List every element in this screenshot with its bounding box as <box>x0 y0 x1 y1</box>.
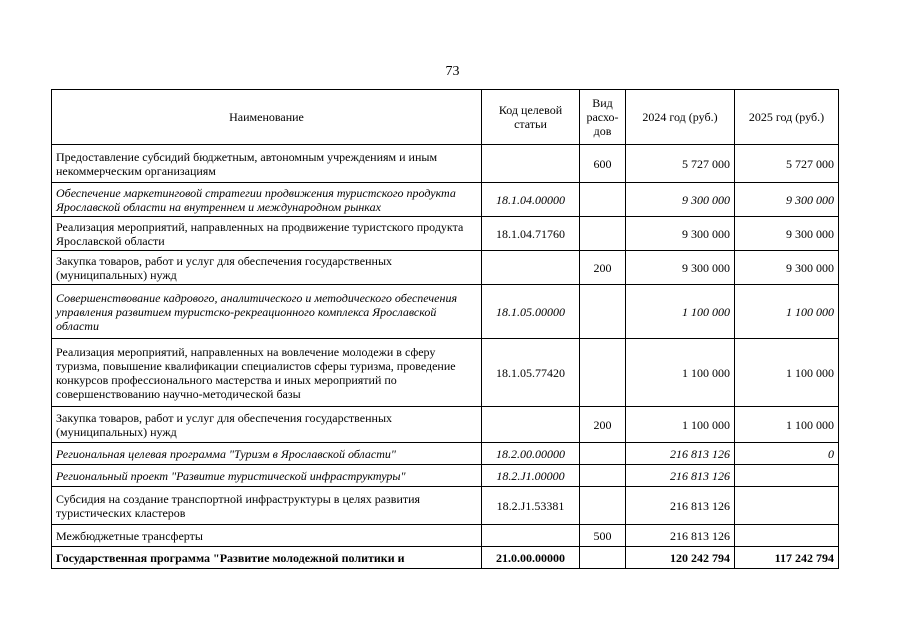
row-2025-cell: 1 100 000 <box>735 285 839 339</box>
row-kind-cell <box>580 217 626 251</box>
page-number: 73 <box>445 64 460 79</box>
row-code-cell: 18.1.05.00000 <box>482 285 580 339</box>
row-code-cell: 18.2.J1.53381 <box>482 487 580 525</box>
table-row <box>52 525 839 547</box>
row-code-cell <box>482 251 580 285</box>
row-kind-cell: 500 <box>580 525 626 547</box>
row-2025-cell: 1 100 000 <box>735 339 839 407</box>
row-2024-cell: 216 813 126 <box>626 487 735 525</box>
row-name-cell: Государственная программа "Развитие молодежной политики и <box>52 547 482 569</box>
row-2025-cell: 117 242 794 <box>735 547 839 569</box>
table-row <box>52 407 839 443</box>
table-row <box>52 251 839 285</box>
row-2025-cell: 9 300 000 <box>735 251 839 285</box>
row-name-cell: Предоставление субсидий бюджетным, автономным учреждениям и иным некоммерческим организациям <box>52 145 482 183</box>
row-2024-cell: 1 100 000 <box>626 339 735 407</box>
row-name-cell: Закупка товаров, работ и услуг для обеспечения государственных (муниципальных) нужд <box>52 251 482 285</box>
table-row <box>52 487 839 525</box>
header-kind: Вид расхо-дов <box>580 90 626 145</box>
row-2025-cell: 0 <box>735 443 839 465</box>
table-row <box>52 145 839 183</box>
header-2025: 2025 год (руб.) <box>735 90 839 145</box>
row-name-cell: Совершенствование кадрового, аналитического и методического обеспечения управления развитием туристско-рекреационного комплекса Ярославской области <box>52 285 482 339</box>
header-name: Наименование <box>52 90 482 145</box>
row-kind-cell <box>580 285 626 339</box>
row-code-cell: 18.2.J1.00000 <box>482 465 580 487</box>
row-2025-cell: 9 300 000 <box>735 217 839 251</box>
table-header-row <box>52 90 839 145</box>
row-2025-cell: 1 100 000 <box>735 407 839 443</box>
row-code-cell: 18.2.00.00000 <box>482 443 580 465</box>
row-kind-cell <box>580 547 626 569</box>
row-name-cell: Обеспечение маркетинговой стратегии продвижения туристского продукта Ярославской области на внутреннем и международном рынках <box>52 183 482 217</box>
header-2024: 2024 год (руб.) <box>626 90 735 145</box>
row-2024-cell: 216 813 126 <box>626 443 735 465</box>
header-code: Код целевой статьи <box>482 90 580 145</box>
row-code-cell: 18.1.04.71760 <box>482 217 580 251</box>
row-kind-cell <box>580 183 626 217</box>
budget-table <box>51 89 839 569</box>
row-name-cell: Региональная целевая программа "Туризм в Ярославской области" <box>52 443 482 465</box>
table-row <box>52 465 839 487</box>
row-2024-cell: 9 300 000 <box>626 251 735 285</box>
row-2024-cell: 9 300 000 <box>626 217 735 251</box>
row-kind-cell: 200 <box>580 251 626 285</box>
row-2025-cell <box>735 465 839 487</box>
table-row <box>52 217 839 251</box>
row-name-cell: Закупка товаров, работ и услуг для обеспечения государственных (муниципальных) нужд <box>52 407 482 443</box>
row-kind-cell: 600 <box>580 145 626 183</box>
row-2025-cell: 5 727 000 <box>735 145 839 183</box>
table-row <box>52 183 839 217</box>
row-2024-cell: 5 727 000 <box>626 145 735 183</box>
table-row <box>52 443 839 465</box>
table-row <box>52 547 839 569</box>
row-name-cell: Реализация мероприятий, направленных на вовлечение молодежи в сферу туризма, повышение квалификации специалистов сферы туризма, проведение конкурсов профессионального мастерства и иных мероприятий по совершенствованию научно-методической базы <box>52 339 482 407</box>
row-2025-cell <box>735 525 839 547</box>
row-2024-cell: 216 813 126 <box>626 525 735 547</box>
row-2025-cell: 9 300 000 <box>735 183 839 217</box>
row-2024-cell: 216 813 126 <box>626 465 735 487</box>
row-code-cell: 18.1.04.00000 <box>482 183 580 217</box>
row-2024-cell: 1 100 000 <box>626 407 735 443</box>
row-kind-cell <box>580 487 626 525</box>
row-name-cell: Межбюджетные трансферты <box>52 525 482 547</box>
row-kind-cell <box>580 443 626 465</box>
row-code-cell <box>482 525 580 547</box>
row-name-cell: Субсидия на создание транспортной инфраструктуры в целях развития туристических кластеров <box>52 487 482 525</box>
row-code-cell <box>482 407 580 443</box>
row-2025-cell <box>735 487 839 525</box>
row-2024-cell: 120 242 794 <box>626 547 735 569</box>
row-name-cell: Реализация мероприятий, направленных на продвижение туристского продукта Ярославской области <box>52 217 482 251</box>
row-name-cell: Региональный проект "Развитие туристической инфраструктуры" <box>52 465 482 487</box>
row-2024-cell: 9 300 000 <box>626 183 735 217</box>
row-kind-cell: 200 <box>580 407 626 443</box>
table-row <box>52 339 839 407</box>
row-code-cell <box>482 145 580 183</box>
row-code-cell: 21.0.00.00000 <box>482 547 580 569</box>
row-2024-cell: 1 100 000 <box>626 285 735 339</box>
row-kind-cell <box>580 339 626 407</box>
table-row <box>52 285 839 339</box>
row-code-cell: 18.1.05.77420 <box>482 339 580 407</box>
row-kind-cell <box>580 465 626 487</box>
